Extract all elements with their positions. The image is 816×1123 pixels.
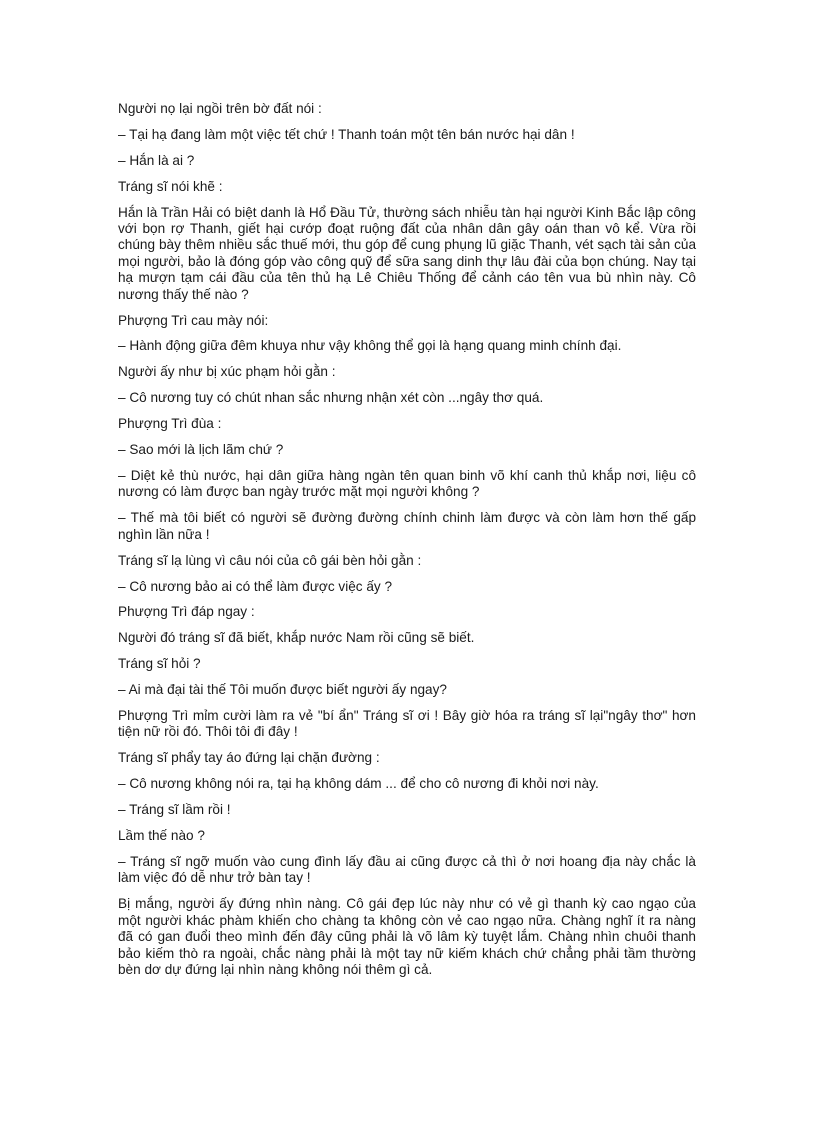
paragraph: Người nọ lại ngồi trên bờ đất nói : <box>118 101 322 116</box>
paragraph: Hắn là Trần Hải có biệt danh là Hổ Đầu Tử, thường sách nhiễu tàn hại người Kinh Bắc lập công với bọn rợ Thanh, giết hại cướp đoạt ruộng đất của nhân dân gây oán than vô kể. Vừa rồi chúng bày thêm nhiều sắc thuế mới, thu góp để cung phụng lũ giặc Thanh, vét sạch tài sản của mọi người, bảo là đóng góp vào công quỹ để sữa sang dinh thự lâu đài của bọn chúng. Nay tại hạ mượn tạm cái đầu của tên thủ hạ Lê Chiêu Thống để cảnh cáo tên vua bù nhìn này. Cô nương thấy thế nào ? <box>118 204 696 302</box>
paragraph: – Cô nương bảo ai có thể làm được việc ấy ? <box>118 578 393 594</box>
paragraph: Bị mắng, người ấy đứng nhìn nàng. Cô gái đẹp lúc này như có vẻ gì thanh kỳ cao ngạo của một người khác phàm khiến cho chàng ta không còn vẻ cao ngạo nữa. Chàng nghĩ ít ra nàng đã có gan đuổi theo mình đến đây cũng phải là võ lâm kỳ tuyệt lắm. Chàng nhìn chuôi thanh bảo kiếm thò ra ngoài, chắc nàng phải là một tay nữ kiếm khách chứ chẳng phải tầm thường bèn dơ dự đứng lại nhìn nàng không nói thêm gì cả. <box>118 896 696 977</box>
paragraph: Tráng sĩ phẩy tay áo đứng lại chặn đường : <box>118 750 380 766</box>
paragraph: – Tráng sĩ lầm rồi ! <box>118 802 231 818</box>
paragraph: Phượng Trì cau mày nói: <box>118 312 269 328</box>
paragraph: – Hành động giữa đêm khuya như vậy không thể gọi là hạng quang minh chính đại. <box>118 338 622 354</box>
paragraph: – Cô nương không nói ra, tại hạ không dám ... để cho cô nương đi khỏi nơi này. <box>118 776 599 792</box>
paragraph: – Ai mà đại tài thế Tôi muốn được biết người ấy ngay? <box>118 682 447 698</box>
paragraph: – Tráng sĩ ngỡ muốn vào cung đình lấy đầu ai cũng được cả thì ở nơi hoang địa này chắc là làm việc đó dễ như trở bàn tay ! <box>118 854 696 886</box>
paragraph: – Cô nương tuy có chút nhan sắc nhưng nhận xét còn ...ngây thơ quá. <box>118 390 544 406</box>
paragraph: Phượng Trì đáp ngay : <box>118 604 255 620</box>
paragraph: – Thế mà tôi biết có người sẽ đường đường chính chinh làm được và còn làm hơn thế gấp nghìn lần nữa ! <box>118 510 696 542</box>
document-page <box>118 101 696 988</box>
paragraph: Tráng sĩ hỏi ? <box>118 656 201 672</box>
paragraph: Tráng sĩ lạ lùng vì câu nói của cô gái bèn hỏi gằn : <box>118 552 422 568</box>
paragraph: Tráng sĩ nói khẽ : <box>118 178 223 194</box>
paragraph: Lầm thế nào ? <box>118 828 205 844</box>
paragraph: Phượng Trì mỉm cười làm ra vẻ "bí ẩn" Tráng sĩ ơi ! Bây giờ hóa ra tráng sĩ lại"ngây thơ" hơn tiện nữ rồi đó. Thôi tôi đi đây ! <box>118 708 696 740</box>
paragraph: – Diệt kẻ thù nước, hại dân giữa hàng ngàn tên quan binh võ khí canh thủ khắp nơi, liệu cô nương có làm được ban ngày trước mặt mọi người không ? <box>118 468 696 500</box>
paragraph: Người đó tráng sĩ đã biết, khắp nước Nam rồi cũng sẽ biết. <box>118 630 475 646</box>
paragraph: Người ấy như bị xúc phạm hỏi gằn : <box>118 364 336 380</box>
paragraph: Phượng Trì đùa : <box>118 416 222 432</box>
paragraph: – Tại hạ đang làm một việc tết chứ ! Thanh toán một tên bán nước hại dân ! <box>118 126 575 142</box>
paragraph: – Hắn là ai ? <box>118 152 195 168</box>
paragraph: – Sao mới là lịch lãm chứ ? <box>118 442 284 458</box>
